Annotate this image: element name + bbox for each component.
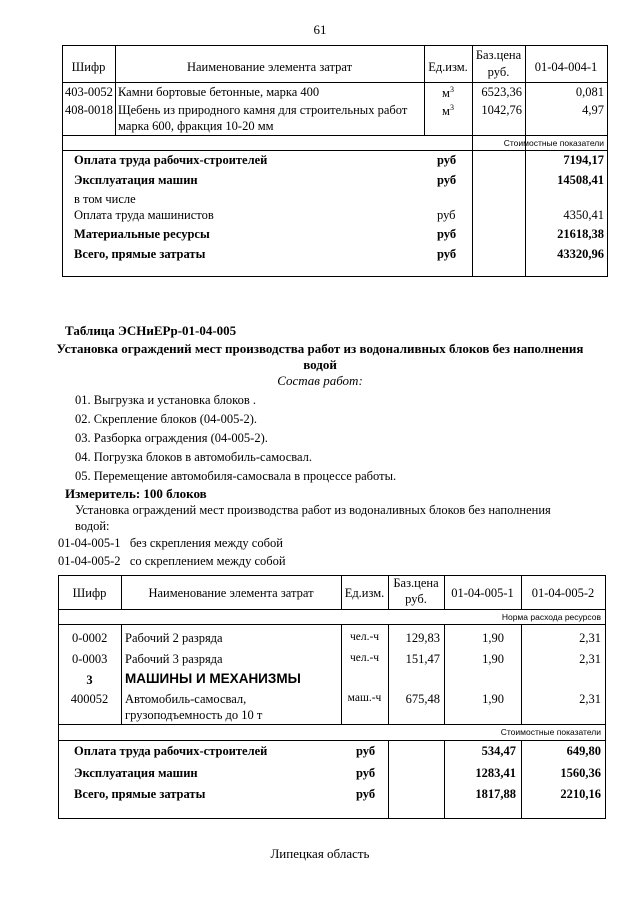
header-name: Наименование элемента затрат — [186, 60, 353, 74]
total-label-2: Эксплуатация машин — [74, 173, 198, 187]
work-item-1: 01. Выгрузка и установка блоков . — [75, 393, 256, 407]
section-label-cost-1: Стоимостные показатели — [503, 138, 604, 148]
machine-code: 400052 — [70, 692, 109, 706]
t2-row2-v2: 2,31 — [579, 652, 601, 666]
row2-price: 1042,76 — [481, 103, 522, 117]
total-unit-2: руб — [437, 173, 457, 187]
t2-header-code: Шифр — [72, 586, 107, 600]
t2-header-unit: Ед.изм. — [344, 586, 385, 600]
t2-total-v2-1: 649,80 — [566, 744, 601, 758]
t2-row1-price: 129,83 — [405, 631, 440, 645]
machine-name-line1: Автомобиль-самосвал, — [125, 692, 247, 706]
variant-1: 01-04-005-1 без скрепления между собой — [58, 536, 283, 550]
row1-code: 403-0052 — [65, 85, 113, 99]
t2-total-v1-1: 534,47 — [481, 744, 516, 758]
row2-name-line1: Щебень из природного камня для строительных работ — [118, 103, 408, 117]
machine-v2: 2,31 — [579, 692, 601, 706]
t2-total-unit-3: руб — [356, 787, 376, 801]
t2-header-col2: 01-04-005-2 — [531, 586, 595, 600]
machine-price: 675,48 — [405, 692, 440, 706]
total-label-3: в том числе — [74, 192, 136, 206]
row1-price: 6523,36 — [481, 85, 522, 99]
cost-table-2 — [58, 575, 605, 819]
variant-2: 01-04-005-2 со скреплением между собой — [58, 554, 286, 568]
header-code-col: 01-04-004-1 — [534, 60, 598, 74]
row1-name: Камни бортовые бетонные, марка 400 — [118, 85, 320, 99]
works-heading: Состав работ: — [277, 373, 363, 388]
total-value-2: 14508,41 — [557, 173, 604, 187]
row2-name-line2: марка 600, фракция 10-20 мм — [118, 119, 274, 133]
t2-header-price-line2: руб. — [405, 592, 427, 606]
row1-unit: $м^3$ — [442, 85, 454, 101]
total-label-6: Всего, прямые затраты — [74, 247, 206, 261]
t2-total-unit-1: руб — [356, 744, 376, 758]
work-item-3: 03. Разборка ограждения (04-005-2). — [75, 431, 268, 445]
section-title-line2: водой — [303, 357, 337, 372]
t2-total-label-3: Всего, прямые затраты — [74, 787, 206, 801]
cost-table-1 — [62, 45, 607, 277]
t2-row2-name: Рабочий 3 разряда — [125, 652, 223, 666]
t2-total-unit-2: руб — [356, 766, 376, 780]
total-unit-1: руб — [437, 153, 457, 167]
t2-total-label-2: Эксплуатация машин — [74, 766, 198, 780]
total-label-5: Материальные ресурсы — [74, 227, 210, 241]
total-unit-4: руб — [437, 208, 456, 222]
row1-value: 0,081 — [575, 85, 604, 99]
t2-total-v2-2: 1560,36 — [560, 766, 601, 780]
description-line1: Установка ограждений мест производства работ из водоналивных блоков без наполнения — [75, 503, 551, 517]
total-value-6: 43320,96 — [557, 247, 604, 261]
table-caption: Таблица ЭСНиЕРр-01-04-005 — [65, 323, 237, 338]
work-item-5: 05. Перемещение автомобиля-самосвала в процессе работы. — [75, 469, 397, 483]
total-value-5: 21618,38 — [557, 227, 604, 241]
machine-name-line2: грузоподъемность до 10 т — [125, 708, 263, 722]
t2-row1-v1: 1,90 — [482, 631, 504, 645]
t2-row1-code: 0-0002 — [72, 631, 108, 645]
total-value-1: 7194,17 — [563, 153, 604, 167]
t2-total-v2-3: 2210,16 — [560, 787, 601, 801]
section-label-cost-2: Стоимостные показатели — [500, 727, 601, 737]
t2-total-v1-3: 1817,88 — [475, 787, 516, 801]
machines-title: МАШИНЫ И МЕХАНИЗМЫ — [125, 671, 301, 686]
total-value-4: 4350,41 — [563, 208, 604, 222]
machine-v1: 1,90 — [482, 692, 504, 706]
measure-unit: Измеритель: 100 блоков — [65, 486, 207, 501]
t2-header-name: Наименование элемента затрат — [148, 586, 314, 600]
total-label-4: Оплата труда машинистов — [74, 208, 214, 222]
work-item-2: 02. Скрепление блоков (04-005-2). — [75, 412, 258, 426]
page-number: 61 — [313, 22, 327, 37]
description-line2: водой: — [75, 519, 110, 533]
row2-unit: $м^3$ — [442, 103, 454, 119]
header-price-line2: руб. — [487, 65, 510, 79]
t2-row2-unit: чел.-ч — [349, 652, 380, 664]
row2-value: 4,97 — [582, 103, 604, 117]
machine-unit: маш.-ч — [347, 692, 382, 704]
t2-header-col1: 01-04-005-1 — [451, 586, 514, 600]
t2-row2-v1: 1,90 — [482, 652, 504, 666]
t2-row2-price: 151,47 — [405, 652, 440, 666]
t2-header-price-line1: Баз.цена — [393, 576, 439, 590]
t2-row1-unit: чел.-ч — [349, 631, 380, 643]
t2-total-v1-2: 1283,41 — [475, 766, 516, 780]
section-title-line1: Установка ограждений мест производства работ из водоналивных блоков без наполнения — [56, 341, 584, 356]
header-price-line1: Баз.цена — [475, 48, 522, 62]
machines-group-code: 3 — [86, 673, 93, 687]
norm-label: Норма расхода ресурсов — [501, 612, 601, 622]
header-unit: Ед.изм. — [428, 60, 468, 74]
work-item-4: 04. Погрузка блоков в автомобиль-самосвал. — [75, 450, 313, 464]
t2-total-label-1: Оплата труда рабочих-строителей — [74, 744, 268, 758]
total-label-1: Оплата труда рабочих-строителей — [74, 153, 268, 167]
t2-row1-name: Рабочий 2 разряда — [125, 631, 223, 645]
t2-row2-code: 0-0003 — [72, 652, 108, 666]
total-unit-5: руб — [437, 227, 457, 241]
header-code: Шифр — [71, 60, 106, 74]
total-unit-6: руб — [437, 247, 457, 261]
row2-code: 408-0018 — [65, 103, 113, 117]
t2-row1-v2: 2,31 — [579, 631, 601, 645]
footer-region: Липецкая область — [270, 846, 370, 861]
